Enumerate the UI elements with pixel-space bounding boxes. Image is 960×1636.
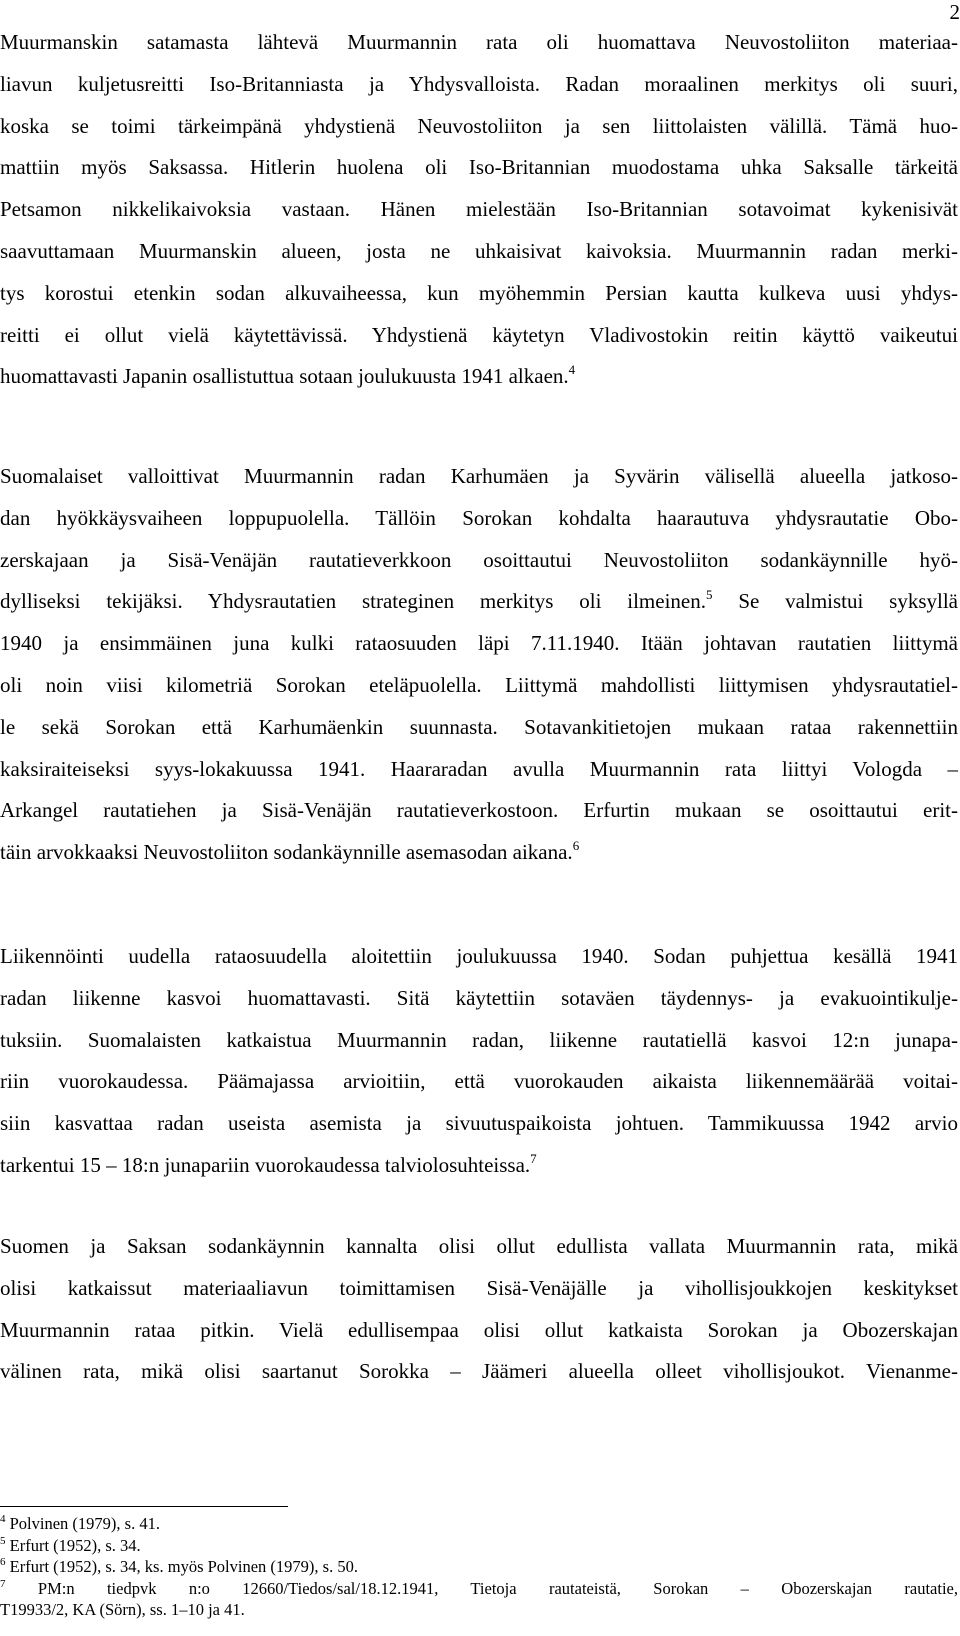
text-line [0, 279, 958, 307]
footnote-number: 5 [0, 1534, 6, 1547]
line-text: huomattavasti Japanin osallistuttua sotaan joulukuusta 1941 alkaen. [0, 364, 569, 389]
line-text: tys korostui etenkin sodan alkuvaiheessa, kun myöhemmin Persian kautta kulkeva uusi yhdys- [0, 280, 958, 305]
footnote-number: 6 [0, 1556, 6, 1568]
text-line [0, 629, 958, 657]
line-text: Arkangel rautatiehen ja Sisä-Venäjän rautatieverkostoon. Erfurtin mukaan se osoittautui erit- [0, 798, 958, 823]
text-line [0, 671, 958, 699]
text-line [0, 796, 958, 824]
text-line [0, 112, 958, 140]
line-text: Se valmistui syksyllä [712, 589, 959, 614]
line-text: Petsamon nikkelikaivoksia vastaan. Hänen mielestään Iso-Britannian sotavoimat kykenisivät [0, 197, 958, 222]
line-text: le sekä Sorokan että Karhumäenkin suunnasta. Sotavankitietojen mukaan rataa rakennettiin [0, 714, 958, 739]
footnote-reference[interactable]: 5 [705, 587, 713, 603]
text-line [0, 321, 958, 349]
line-text: riin vuorokaudessa. Päämajassa arvioitiin, että vuorokauden aikaista liikennemäärää voitai- [0, 1069, 958, 1094]
text-line [0, 28, 958, 56]
line-text: Suomen ja Saksan sodankäynnin kannalta olisi ollut edullista vallata Muurmannin rata, mikä [0, 1234, 958, 1258]
text-line [0, 1109, 958, 1137]
text-line [0, 362, 958, 390]
line-text: koska se toimi tärkeimpänä yhdystienä Neuvostoliiton ja sen liittolaisten välillä. Tämä huo- [0, 113, 958, 138]
line-text: kaksiraiteiseksi syys-lokakuussa 1941. Haararadan avulla Muurmannin rata liittyi Vologda – [0, 756, 958, 781]
line-text: siin kasvattaa radan useista asemista ja sivuutuspaikoista johtuen. Tammikuussa 1942 arvio [0, 1111, 958, 1136]
text-line [0, 984, 958, 1012]
text-line [0, 1067, 958, 1095]
line-text: radan liikenne kasvoi huomattavasti. Sitä käytettiin sotaväen täydennys- ja evakuointikulje- [0, 985, 958, 1010]
footnote-separator [0, 1506, 288, 1507]
line-text: Suomalaiset valloittivat Muurmannin radan Karhumäen ja Syvärin välisellä alueella jatkoso- [0, 464, 958, 488]
text-line [0, 1357, 958, 1385]
footnote [0, 1579, 958, 1599]
footnote-number: 4 [0, 1513, 6, 1525]
footnote [0, 1536, 958, 1556]
text-line [0, 153, 958, 181]
line-text: tarkentui 15 – 18:n junapariin vuorokaudessa talviolosuhteissa. [0, 1153, 531, 1177]
text-line [0, 713, 958, 741]
line-text: liavun kuljetusreitti Iso-Britanniasta ja Yhdysvalloista. Radan moraalinen merkitys oli suuri, [0, 71, 958, 96]
text-line [0, 1232, 958, 1260]
text-line [0, 1026, 958, 1054]
line-text: zerskajaan ja Sisä-Venäjän rautatieverkkoon osoittautui Neuvostoliiton sodankäynnille hyö- [0, 547, 958, 572]
footnote-text: PM:n tiedpvk n:o 12660/Tiedos/sal/18.12.1941, Tietoja rautateistä, Sorokan – Obozerskajan rautatie, [5, 1578, 958, 1598]
text-line [0, 838, 958, 866]
text-line [0, 1274, 958, 1302]
line-text: saavuttamaan Muurmanskin alueen, josta ne uhkaisivat kaivoksia. Muurmannin radan merki- [0, 239, 958, 263]
text-line [0, 546, 958, 574]
footnote-text: T19933/2, KA (Sörn), ss. 1–10 ja 41. [0, 1600, 245, 1619]
text-line [0, 587, 958, 615]
line-text: Muurmannin rataa pitkin. Vielä edullisempaa olisi ollut katkaista Sorokan ja Obozerskajan [0, 1317, 958, 1342]
footnote-reference[interactable]: 7 [530, 1151, 537, 1166]
text-line [0, 942, 958, 970]
footnote [0, 1600, 958, 1620]
text-line [0, 504, 958, 532]
footnote [0, 1514, 958, 1534]
line-text: olisi katkaissut materiaaliavun toimittamisen Sisä-Venäjälle ja vihollisjoukkojen keskitykset [0, 1275, 958, 1300]
line-text: Muurmanskin satamasta lähtevä Muurmannin rata oli huomattava Neuvostoliiton materiaa- [0, 30, 958, 54]
page-number: 2 [949, 0, 960, 24]
line-text: Liikennöinti uudella rataosuudella aloitettiin joulukuussa 1940. Sodan puhjettua kesällä 1941 [0, 944, 958, 968]
line-text: tuksiin. Suomalaisten katkaistua Muurmannin radan, liikenne rautatiellä kasvoi 12:n junapa- [0, 1027, 958, 1052]
footnote-reference[interactable]: 6 [572, 838, 580, 854]
line-text: mattiin myös Saksassa. Hitlerin huolena oli Iso-Britannian muodostama uhka Saksalle tärkeitä [0, 155, 958, 180]
text-line [0, 755, 958, 783]
text-line [0, 70, 958, 98]
line-text: reitti ei ollut vielä käytettävissä. Yhdystienä käytetyn Vladivostokin reitin käyttö vaikeutui [0, 322, 958, 347]
line-text: välinen rata, mikä olisi saartanut Sorokka – Jäämeri alueella olleet vihollisjoukot. Vienanme- [0, 1359, 958, 1384]
line-text: 1940 ja ensimmäinen juna kulki rataosuuden läpi 7.11.1940. Itään johtavan rautatien liittymä [0, 631, 958, 656]
text-line [0, 1151, 958, 1179]
footnote-reference[interactable]: 4 [568, 362, 576, 378]
text-line [0, 195, 958, 223]
line-text: dylliseksi tekijäksi. Yhdysrautatien strateginen merkitys oli ilmeinen. [0, 589, 706, 614]
text-line [0, 1316, 958, 1344]
footnote [0, 1557, 958, 1577]
footnote-text: Erfurt (1952), s. 34, ks. myös Polvinen (1979), s. 50. [5, 1557, 358, 1576]
text-line [0, 462, 958, 490]
line-text: täin arvokkaaksi Neuvostoliiton sodankäynnille asemasodan aikana. [0, 840, 573, 865]
footnote-text: Polvinen (1979), s. 41. [5, 1514, 160, 1533]
footnote-text: Erfurt (1952), s. 34. [5, 1535, 141, 1555]
line-text: dan hyökkäysvaiheen loppupuolella. Tällöin Sorokan kohdalta haarautuva yhdysrautatie Obo- [0, 505, 958, 530]
text-line [0, 237, 958, 265]
footnote-number: 7 [0, 1577, 6, 1590]
line-text: oli noin viisi kilometriä Sorokan eteläpuolella. Liittymä mahdollisti liittymisen yhdysrautatiel- [0, 673, 958, 697]
